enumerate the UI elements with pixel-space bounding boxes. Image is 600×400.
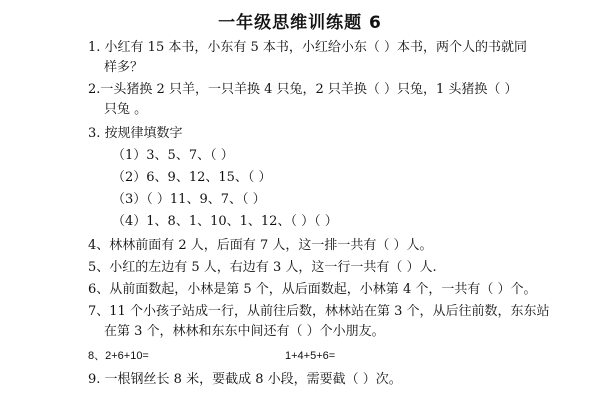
question-7-line-2: 在第 3 个，林林和东东中间还有（ ）个小朋友。	[104, 324, 385, 339]
question-1-line-2: 样多？	[104, 60, 144, 75]
question-3-heading: 3. 按规律填数字	[88, 126, 183, 141]
question-3-item-1: （1）3、5、7、（ ）	[112, 148, 234, 163]
question-6: 6、从前面数起，小林是第 5 个，从后面数起，小林第 4 个，一共有（ ）个。	[88, 282, 537, 297]
question-4: 4、林林前面有 2 人，后面有 7 人，这一排一共有（ ）人。	[88, 238, 433, 253]
question-2-line-1: 2.一头猪换 2 只羊，一只羊换 4 只兔，2 只羊换（ ）只兔，1 头猪换（ ）	[88, 82, 518, 97]
question-2-line-2: 只兔 。	[104, 102, 148, 117]
question-5: 5、小红的左边有 5 人，右边有 3 人，这一行一共有（ ）人.	[88, 260, 437, 275]
question-3-item-3: （3）（ ）11、9、7、（ ）	[112, 192, 266, 207]
question-1-line-1: 1. 小红有 15 本书，小东有 5 本书，小红给小东（ ）本书，两个人的书就同	[88, 40, 528, 55]
question-3-item-2: （2）6、9、12、15、（ ）	[112, 170, 272, 185]
question-3-item-4: （4）1、8、1、10、1、12、（ ）（ ）	[112, 214, 338, 229]
worksheet-title: 一年级思维训练题 6	[218, 13, 382, 33]
question-8-left: 8、2+6+10=	[88, 350, 149, 362]
question-7-line-1: 7、11 个小孩子站成一行，从前往后数，林林站在第 3 个，从后往前数，东东站	[88, 304, 550, 319]
question-9: 9. 一根钢丝长 8 米，要截成 8 小段，需要截（ ）次。	[88, 372, 402, 387]
question-8-right: 1+4+5+6=	[285, 350, 336, 362]
